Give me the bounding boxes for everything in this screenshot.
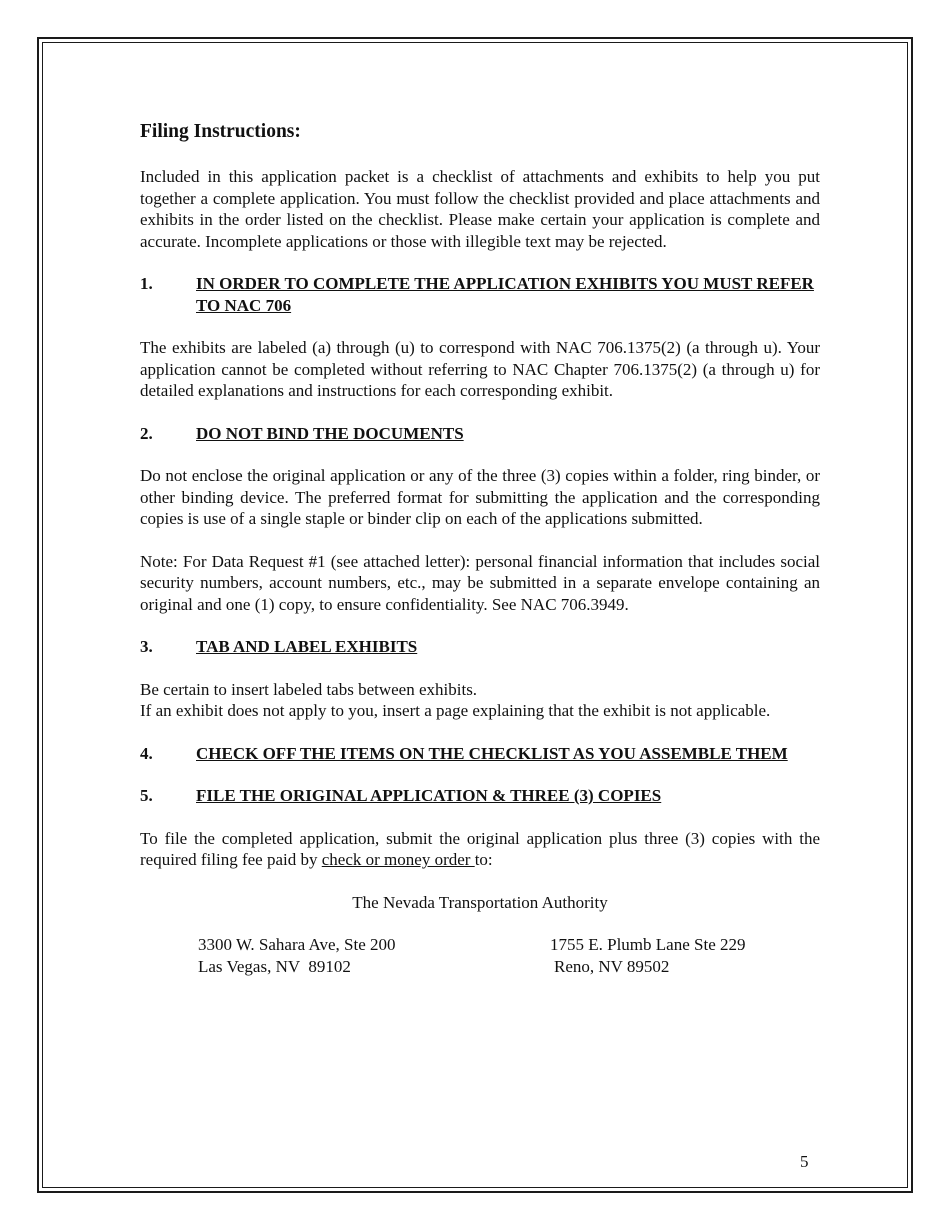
section-5-body-prefix: To file the completed application, submit the original application plus three (3) copies with the required filing fee paid by (140, 828, 820, 869)
intro-paragraph: Included in this application packet is a checklist of attachments and exhibits to help you put together a complete application. You must follow the checklist provided and place attachments and exhibits in the order listed on the checklist. Please make certain your application is complete and accurate. Incomplete applications or those with illegible text may be rejected. (140, 167, 820, 251)
section-1-body: The exhibits are labeled (a) through (u) to correspond with NAC 706.1375(2) (a through u). Your application cannot be completed without referring to NAC Chapter 706.1375(2) (a through u) for detailed explanations and instructions for each corresponding exhibit. (140, 338, 820, 400)
section-4-heading (140, 743, 820, 765)
section-title: DO NOT BIND THE DOCUMENTS (196, 423, 464, 443)
section-number: 3. (140, 637, 153, 656)
section-2-body: Do not enclose the original application or any of the three (3) copies within a folder, ring binder, or other binding device. The preferred format for submitting the application and the corresponding copies is use of a single staple or binder clip on each of the applications submitted. (140, 466, 820, 528)
section-2-heading (140, 423, 820, 445)
page-title: Filing Instructions: (140, 121, 301, 142)
address-line: Las Vegas, NV 89102 (198, 956, 351, 976)
addresses (198, 934, 820, 977)
section-title: FILE THE ORIGINAL APPLICATION & THREE (3) COPIES (196, 786, 662, 805)
section-number: 1. (140, 274, 153, 293)
authority-name: The Nevada Transportation Authority (352, 892, 608, 912)
payment-method-text: check or money order (321, 850, 475, 869)
address-reno (550, 934, 820, 977)
address-line: 1755 E. Plumb Lane Ste 229 (550, 935, 746, 954)
section-3-heading (140, 636, 820, 658)
address-line: 3300 W. Sahara Ave, Ste 200 (198, 935, 396, 954)
section-number: 5. (140, 786, 153, 805)
section-5-body-suffix: to: (474, 850, 493, 869)
page-number: 5 (800, 1152, 809, 1171)
section-title: IN ORDER TO COMPLETE THE APPLICATION EXHIBITS YOU MUST REFER TO NAC 706 (196, 274, 814, 315)
section-3-body-line2: If an exhibit does not apply to you, insert a page explaining that the exhibit is not applicable. (140, 701, 771, 720)
section-title: CHECK OFF THE ITEMS ON THE CHECKLIST AS YOU ASSEMBLE THEM (196, 743, 788, 763)
address-las-vegas (198, 934, 550, 977)
address-line: Reno, NV 89502 (554, 956, 670, 976)
section-title: TAB AND LABEL EXHIBITS (196, 637, 418, 656)
document-body (140, 118, 820, 977)
section-number: 2. (140, 423, 153, 443)
section-3-body-line1: Be certain to insert labeled tabs between exhibits. (140, 679, 478, 699)
section-5-body (140, 828, 820, 871)
section-5-heading (140, 785, 820, 807)
section-2-note: Note: For Data Request #1 (see attached letter): personal financial information that includes social security numbers, account numbers, etc., may be submitted in a separate envelope containing an original and one (1) copy, to ensure confidentiality. See NAC 706.3949. (140, 551, 820, 614)
section-number: 4. (140, 743, 153, 763)
section-1-heading (140, 273, 820, 316)
